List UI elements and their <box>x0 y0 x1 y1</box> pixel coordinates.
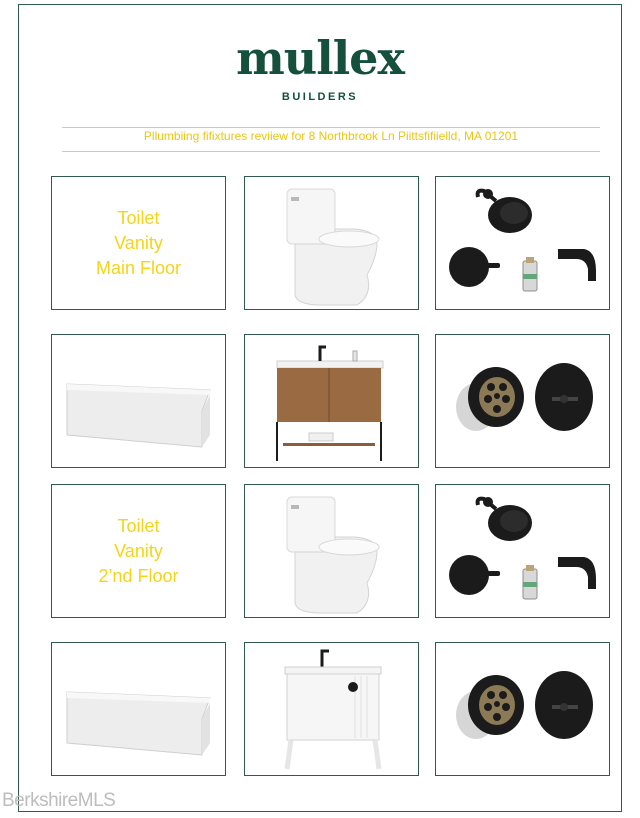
tub-drain-image-card <box>435 642 610 776</box>
label-line-floor: 2’nd Floor <box>98 565 179 586</box>
tub-drain-image <box>436 335 610 468</box>
bathtub-image-card <box>51 642 226 776</box>
bathtub-image <box>52 643 226 776</box>
label-line-vanity: Vanity <box>114 540 163 561</box>
tub-drain-image <box>436 643 610 776</box>
tub-drain-image-card <box>435 334 610 468</box>
brand-tagline: BUILDERS <box>281 91 359 103</box>
toilet-image-card <box>244 176 419 310</box>
shower-trim-image <box>436 485 610 618</box>
shower-trim-image-card <box>435 176 610 310</box>
shower-trim-image-card <box>435 484 610 618</box>
label-line-vanity: Vanity <box>114 232 163 253</box>
vanity-image <box>245 335 419 468</box>
bathtub-image <box>52 335 226 468</box>
second-floor-label <box>52 485 225 617</box>
toilet-image <box>245 177 419 310</box>
label-line-toilet: Toilet <box>117 207 160 228</box>
document-subtitle: Pllumbiing fifixtures reviiew for 8 Northbrook Ln Piittsfifiielld, MA 01201 <box>143 129 519 143</box>
label-line-floor: Main Floor <box>95 257 182 278</box>
bottom-rule <box>62 151 600 152</box>
mls-watermark: BerkshireMLS <box>2 790 116 811</box>
toilet-image <box>245 485 419 618</box>
second-floor-label-card <box>51 484 226 618</box>
vanity-image-card <box>244 334 419 468</box>
main-floor-label <box>52 177 225 309</box>
label-line-toilet: Toilet <box>117 515 160 536</box>
white-vanity-image-card <box>244 642 419 776</box>
shower-trim-image <box>436 177 610 310</box>
toilet-image-card <box>244 484 419 618</box>
main-floor-label-card <box>51 176 226 310</box>
white-vanity-image <box>245 643 419 776</box>
bathtub-image-card <box>51 334 226 468</box>
brand-logo: mullex <box>236 31 404 85</box>
top-rule <box>62 127 600 128</box>
